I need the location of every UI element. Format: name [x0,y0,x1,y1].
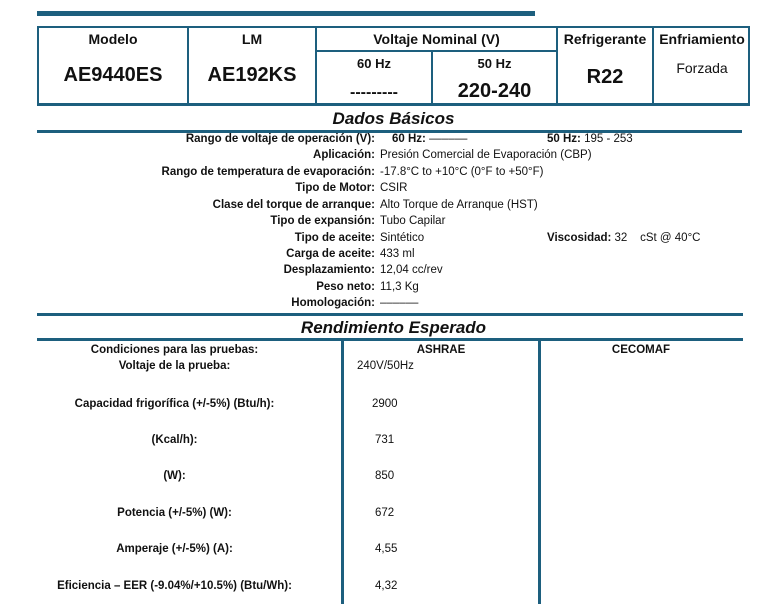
cooling-label: Enfriamiento [659,31,745,47]
refrigerant-value: R22 [586,66,624,88]
performance-top-divider [37,313,743,316]
spec-header-table [37,26,750,106]
refrigerant-label: Refrigerante [563,31,647,47]
voltage-50hz-value: 220-240 [457,80,532,102]
refrigerant-cell [558,28,654,103]
performance-title: Rendimiento Esperado [300,318,487,337]
column-header-ashrae: ASHRAE [416,344,466,356]
column-header-cecomaf: CECOMAF [611,344,671,356]
basic-row-oil-charge: Carga de aceite: 433 ml [286,248,415,260]
column-divider-ashrae [341,340,344,604]
voltage-50hz-cell [433,52,556,103]
basic-row-evap-temp: Rango de temperatura de evaporación: -17.8°C to +10°C (0°F to +50°F) [161,166,544,178]
cooling-value: Forzada [676,60,728,76]
model-value: AE9440ES [63,64,163,86]
basic-row-homologation: Homologación: –––––– [291,297,419,309]
basic-row-oil-type: Tipo de aceite: Sintético Viscosidad: 32 cSt @ 40°C [294,232,701,244]
column-divider-cecomaf [538,340,541,604]
lm-value: AE192KS [207,64,297,86]
basic-row-torque-class: Clase del torque de arranque: Alto Torque de Arranque (HST) [212,199,538,211]
basic-row-displacement: Desplazamiento: 12,04 cc/rev [283,264,443,276]
lm-label: LM [241,31,263,47]
cooling-cell [654,28,750,103]
basic-data-title: Dados Básicos [332,109,455,128]
top-accent-bar [37,11,535,16]
voltage-60hz-cell [317,52,433,103]
voltage-60hz-label: 60 Hz [357,56,391,71]
nominal-voltage-cell [317,28,558,103]
basic-row-application: Aplicación: Presión Comercial de Evaporación (CBP) [313,149,592,161]
lm-cell [189,28,317,103]
model-cell [39,28,189,103]
basic-row-expansion-type: Tipo de expansión: Tubo Capilar [270,215,446,227]
conditions-label: Condiciones para las pruebas: [90,344,259,356]
model-label: Modelo [88,31,138,47]
voltage-50hz-label: 50 Hz [477,56,512,71]
basic-row-net-weight: Peso neto: 11,3 Kg [316,281,419,293]
nominal-voltage-label: Voltaje Nominal (V) [317,28,556,52]
basic-row-voltage-range: Rango de voltaje de operación (V): 60 Hz: –––––– 50 Hz: 195 - 253 [185,133,633,145]
voltage-60hz-value: --------- [350,84,398,101]
performance-header-divider [37,338,743,341]
basic-row-motor-type: Tipo de Motor: CSIR [295,182,408,194]
